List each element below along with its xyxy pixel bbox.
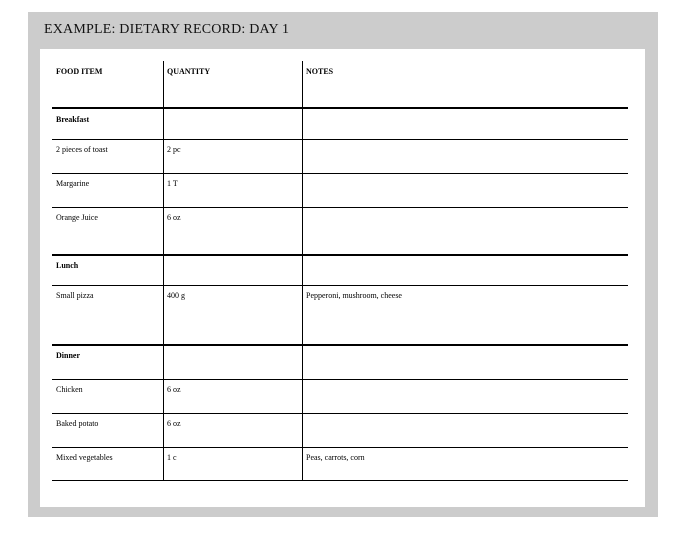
quantity-cell: 6 oz — [167, 213, 181, 222]
quantity-cell: 6 oz — [167, 419, 181, 428]
quantity-cell: 400 g — [167, 291, 185, 300]
column-divider-quantity — [163, 61, 164, 481]
notes-cell: Peas, carrots, corn — [306, 453, 365, 462]
quantity-cell: 1 T — [167, 179, 178, 188]
row-rule — [52, 447, 628, 448]
section-label-breakfast: Breakfast — [56, 115, 90, 124]
column-header-notes: NOTES — [306, 67, 334, 76]
quantity-cell: 6 oz — [167, 385, 181, 394]
row-rule — [52, 139, 628, 140]
quantity-cell: 2 pc — [167, 145, 181, 154]
notes-cell: Pepperoni, mushroom, cheese — [306, 291, 402, 300]
row-rule — [52, 207, 628, 208]
food-item-cell: 2 pieces of toast — [56, 145, 108, 154]
header-rule — [52, 107, 628, 109]
food-item-cell: Chicken — [56, 385, 83, 394]
row-rule — [52, 173, 628, 174]
column-header-food-item: FOOD ITEM — [56, 67, 103, 76]
bottom-rule — [52, 480, 628, 481]
column-divider-notes — [302, 61, 303, 481]
food-item-cell: Margarine — [56, 179, 90, 188]
page-title: EXAMPLE: DIETARY RECORD: DAY 1 — [44, 22, 290, 37]
column-header-quantity: QUANTITY — [167, 67, 211, 76]
section-rule — [52, 344, 628, 346]
row-rule — [52, 285, 628, 286]
section-rule — [52, 254, 628, 256]
section-label-dinner: Dinner — [56, 351, 80, 360]
food-item-cell: Small pizza — [56, 291, 94, 300]
food-item-cell: Mixed vegetables — [56, 453, 113, 462]
section-label-lunch: Lunch — [56, 261, 79, 270]
food-item-cell: Baked potato — [56, 419, 99, 428]
food-item-cell: Orange Juice — [56, 213, 98, 222]
quantity-cell: 1 c — [167, 453, 177, 462]
row-rule — [52, 379, 628, 380]
row-rule — [52, 413, 628, 414]
record-sheet — [40, 49, 645, 507]
